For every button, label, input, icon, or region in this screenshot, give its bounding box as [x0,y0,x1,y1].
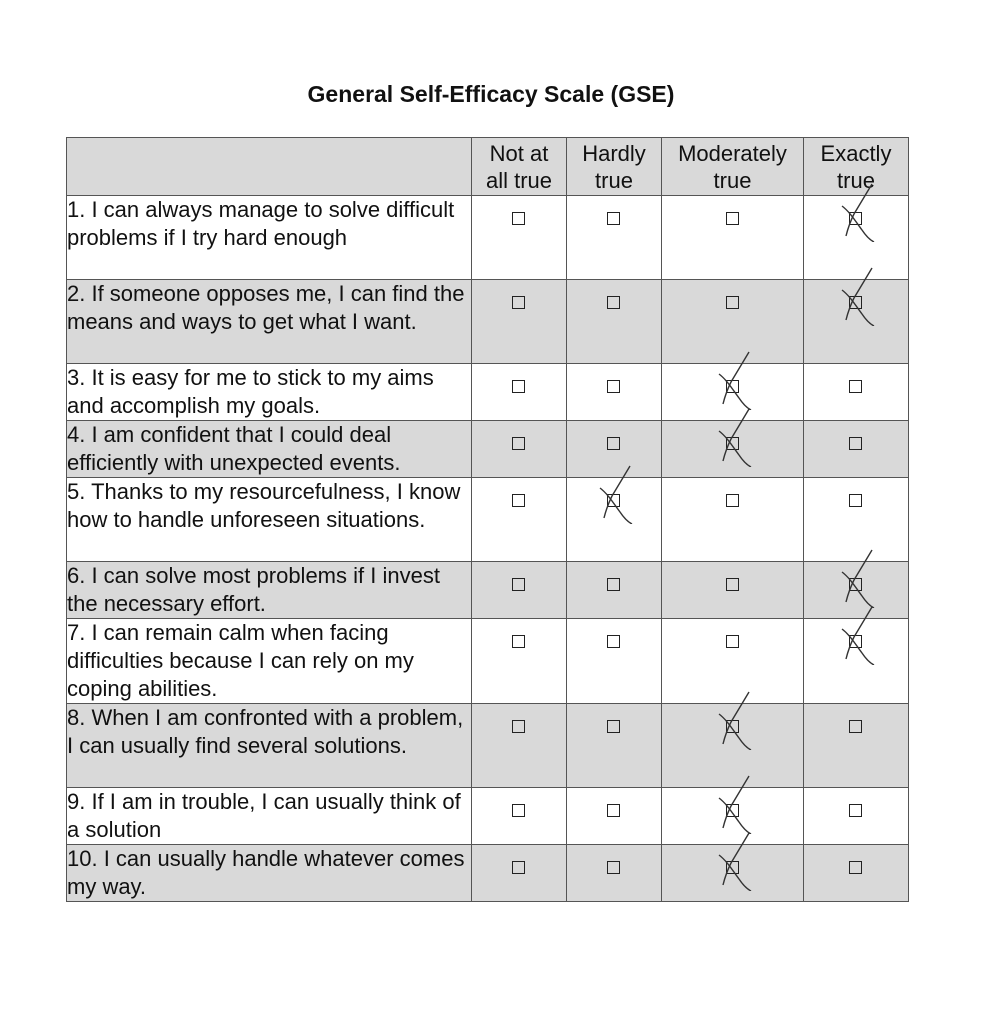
option-cell-hardly-true[interactable] [567,619,662,704]
option-cell-moderately-true[interactable] [662,788,804,845]
table-row [67,788,909,845]
option-cell-not-at-all-true[interactable] [472,196,567,280]
checkbox-not-at-all-true[interactable] [512,720,525,733]
statement-text: 9. If I am in trouble, I can usually think of a solution [67,788,472,845]
checkbox-exactly-true[interactable] [849,494,862,507]
checkbox-not-at-all-true[interactable] [512,380,525,393]
option-cell-exactly-true[interactable] [804,619,909,704]
table-row [67,280,909,364]
checkbox-not-at-all-true[interactable] [512,635,525,648]
statement-text: 1. I can always manage to solve difficult problems if I try hard enough [67,196,472,280]
option-cell-not-at-all-true[interactable] [472,788,567,845]
table-row [67,619,909,704]
option-cell-exactly-true[interactable] [804,478,909,562]
checkbox-moderately-true[interactable] [726,720,739,733]
option-cell-exactly-true[interactable] [804,421,909,478]
option-cell-exactly-true[interactable] [804,562,909,619]
table-row [67,704,909,788]
table-row [67,478,909,562]
option-cell-not-at-all-true[interactable] [472,421,567,478]
checkbox-hardly-true[interactable] [607,804,620,817]
checkbox-moderately-true[interactable] [726,635,739,648]
option-cell-moderately-true[interactable] [662,704,804,788]
option-cell-not-at-all-true[interactable] [472,364,567,421]
checkbox-exactly-true[interactable] [849,720,862,733]
table-row [67,421,909,478]
table-row [67,196,909,280]
statement-text: 8. When I am confronted with a problem, I can usually find several solutions. [67,704,472,788]
option-cell-moderately-true[interactable] [662,280,804,364]
checkbox-moderately-true[interactable] [726,380,739,393]
option-cell-moderately-true[interactable] [662,845,804,902]
checkbox-hardly-true[interactable] [607,380,620,393]
option-cell-moderately-true[interactable] [662,196,804,280]
checkbox-hardly-true[interactable] [607,720,620,733]
option-cell-moderately-true[interactable] [662,562,804,619]
table-row [67,562,909,619]
checkbox-hardly-true[interactable] [607,296,620,309]
checkbox-hardly-true[interactable] [607,437,620,450]
checkbox-moderately-true[interactable] [726,494,739,507]
statement-text: 4. I am confident that I could deal efficiently with unexpected events. [67,421,472,478]
checkbox-exactly-true[interactable] [849,437,862,450]
checkbox-exactly-true[interactable] [849,380,862,393]
checkbox-not-at-all-true[interactable] [512,494,525,507]
option-cell-moderately-true[interactable] [662,478,804,562]
option-cell-hardly-true[interactable] [567,364,662,421]
option-cell-hardly-true[interactable] [567,562,662,619]
option-cell-not-at-all-true[interactable] [472,704,567,788]
checkbox-exactly-true[interactable] [849,861,862,874]
option-cell-exactly-true[interactable] [804,364,909,421]
checkbox-moderately-true[interactable] [726,296,739,309]
option-cell-not-at-all-true[interactable] [472,562,567,619]
header-hardly-true: Hardly true [567,138,662,196]
checkbox-moderately-true[interactable] [726,861,739,874]
option-cell-moderately-true[interactable] [662,421,804,478]
header-statement-cell [67,138,472,196]
statement-text: 6. I can solve most problems if I invest the necessary effort. [67,562,472,619]
checkbox-hardly-true[interactable] [607,494,620,507]
checkbox-not-at-all-true[interactable] [512,296,525,309]
option-cell-hardly-true[interactable] [567,280,662,364]
checkbox-moderately-true[interactable] [726,437,739,450]
option-cell-not-at-all-true[interactable] [472,619,567,704]
option-cell-not-at-all-true[interactable] [472,845,567,902]
checkbox-not-at-all-true[interactable] [512,804,525,817]
option-cell-exactly-true[interactable] [804,788,909,845]
option-cell-exactly-true[interactable] [804,196,909,280]
option-cell-exactly-true[interactable] [804,280,909,364]
option-cell-not-at-all-true[interactable] [472,280,567,364]
option-cell-hardly-true[interactable] [567,704,662,788]
table-row [67,364,909,421]
option-cell-hardly-true[interactable] [567,478,662,562]
checkbox-hardly-true[interactable] [607,578,620,591]
header-exactly-true: Exactly true [804,138,909,196]
option-cell-exactly-true[interactable] [804,845,909,902]
option-cell-moderately-true[interactable] [662,364,804,421]
statement-text: 3. It is easy for me to stick to my aims and accomplish my goals. [67,364,472,421]
checkbox-not-at-all-true[interactable] [512,578,525,591]
option-cell-exactly-true[interactable] [804,704,909,788]
checkbox-hardly-true[interactable] [607,861,620,874]
statement-text: 10. I can usually handle whatever comes my way. [67,845,472,902]
option-cell-hardly-true[interactable] [567,196,662,280]
checkbox-not-at-all-true[interactable] [512,861,525,874]
option-cell-hardly-true[interactable] [567,788,662,845]
option-cell-hardly-true[interactable] [567,421,662,478]
option-cell-not-at-all-true[interactable] [472,478,567,562]
checkbox-not-at-all-true[interactable] [512,437,525,450]
checkbox-exactly-true[interactable] [849,296,862,309]
option-cell-moderately-true[interactable] [662,619,804,704]
checkbox-hardly-true[interactable] [607,635,620,648]
statement-text: 5. Thanks to my resourcefulness, I know how to handle unforeseen situations. [67,478,472,562]
checkbox-moderately-true[interactable] [726,212,739,225]
checkbox-exactly-true[interactable] [849,212,862,225]
checkbox-exactly-true[interactable] [849,635,862,648]
option-cell-hardly-true[interactable] [567,845,662,902]
header-not-at-all-true: Not at all true [472,138,567,196]
gse-table [66,137,909,902]
page-title: General Self-Efficacy Scale (GSE) [307,81,675,107]
checkbox-exactly-true[interactable] [849,804,862,817]
checkbox-exactly-true[interactable] [849,578,862,591]
checkbox-moderately-true[interactable] [726,804,739,817]
checkbox-hardly-true[interactable] [607,212,620,225]
statement-text: 2. If someone opposes me, I can find the means and ways to get what I want. [67,280,472,364]
statement-text: 7. I can remain calm when facing difficulties because I can rely on my coping abilities. [67,619,472,704]
header-moderately-true: Moderately true [662,138,804,196]
table-row [67,845,909,902]
checkbox-moderately-true[interactable] [726,578,739,591]
checkbox-not-at-all-true[interactable] [512,212,525,225]
header-row [67,138,909,196]
